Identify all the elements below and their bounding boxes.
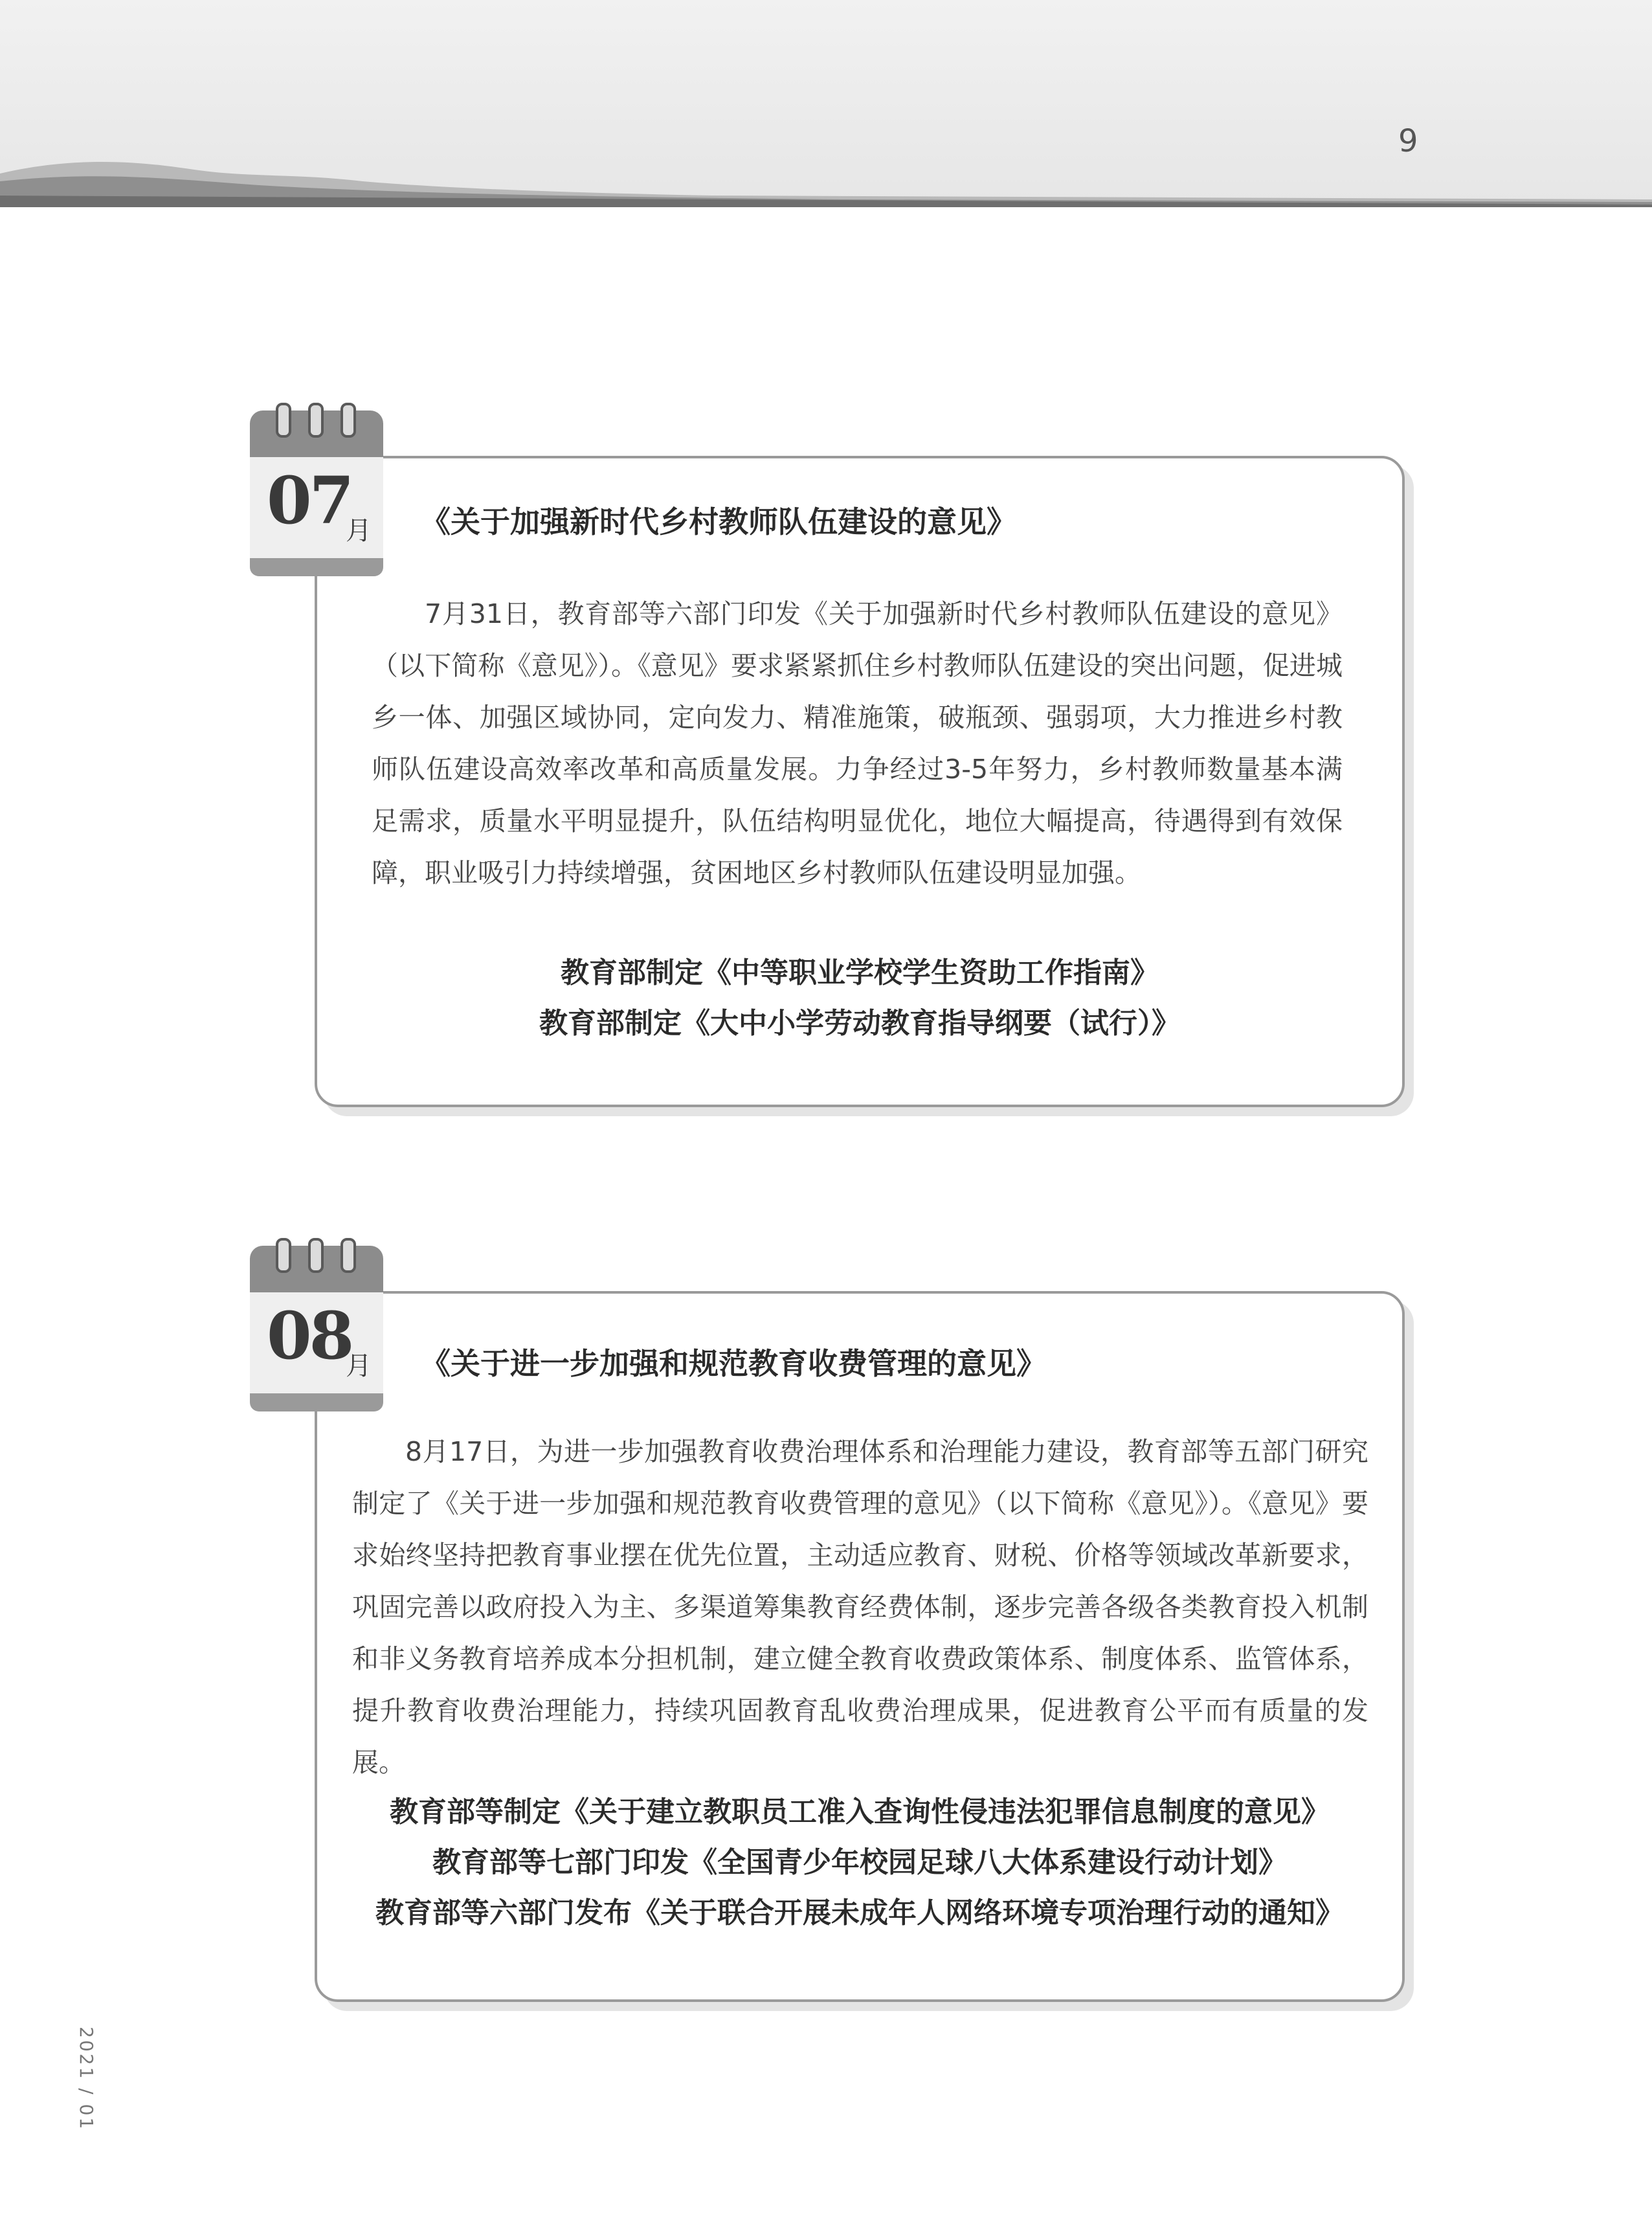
month-unit: 月 xyxy=(346,516,372,546)
document-summary: 8月17日，为进一步加强教育收费治理体系和治理能力建设，教育部等五部门研究制定了《关于进一步加强和规范教育收费管理的意见》（以下简称《意见》）。《意见》要求始终坚持把教育事业摆在优先位置，主动适应教育、财税、价格等领域改革新要求，巩固完善以政府投入为主、多渠道筹集教育经费体制，逐步完善各级各类教育投入机制和非义务教育培养成本分担机制，建立健全教育收费政策体系、制度体系、监管体系，提升教育收费治理能力，持续巩固教育乱收费治理成果，促进教育公平而有质量的发展。 xyxy=(352,1436,1368,1778)
calendar-ring-icon xyxy=(276,1238,291,1273)
month-number: 08 xyxy=(267,1298,352,1374)
calendar-ring-icon xyxy=(308,403,324,438)
calendar-footer xyxy=(250,558,383,576)
calendar-08 xyxy=(250,1238,383,1411)
related-item: 教育部等六部门发布《关于联合开展未成年人网络环境专项治理行动的通知》 xyxy=(375,1896,1344,1929)
month-number: 07 xyxy=(267,462,352,539)
related-item: 教育部制定《大中小学劳动教育指导纲要（试行）》 xyxy=(539,1007,1180,1040)
document-summary: 7月31日，教育部等六部门印发《关于加强新时代乡村教师队伍建设的意见》（以下简称《意见》）。《意见》要求紧紧抓住乡村教师队伍建设的突出问题，促进城乡一体、加强区域协同，定向发力、精准施策，破瓶颈、强弱项，大力推进乡村教师队伍建设高效率改革和高质量发展。力争经过3-5年努力，乡村教师数量基本满足需求，质量水平明显提升，队伍结构明显优化，地位大幅提高，待遇得到有效保障，职业吸引力持续增强，贫困地区乡村教师队伍建设明显加强。 xyxy=(372,598,1343,888)
calendar-footer xyxy=(250,1393,383,1411)
calendar-07 xyxy=(250,403,383,576)
calendar-ring-icon xyxy=(340,1238,356,1273)
related-item: 教育部等七部门印发《全国青少年校园足球八大体系建设行动计划》 xyxy=(432,1846,1287,1879)
page-number: 9 xyxy=(1398,123,1418,159)
related-item: 教育部制定《中等职业学校学生资助工作指南》 xyxy=(561,956,1159,989)
related-item: 教育部等制定《关于建立教职员工准入查询性侵违法犯罪信息制度的意见》 xyxy=(390,1795,1330,1828)
page-header xyxy=(0,0,1652,207)
calendar-ring-icon xyxy=(308,1238,324,1273)
month-unit: 月 xyxy=(346,1351,372,1381)
related-list xyxy=(315,1787,1405,1939)
calendar-ring-icon xyxy=(276,403,291,438)
calendar-ring-icon xyxy=(340,403,356,438)
document-title: 《关于加强新时代乡村教师队伍建设的意见》 xyxy=(421,504,1016,539)
related-list xyxy=(315,948,1405,1049)
issue-label: 2021 / 01 xyxy=(76,2027,97,2131)
document-title: 《关于进一步加强和规范教育收费管理的意见》 xyxy=(421,1346,1046,1381)
